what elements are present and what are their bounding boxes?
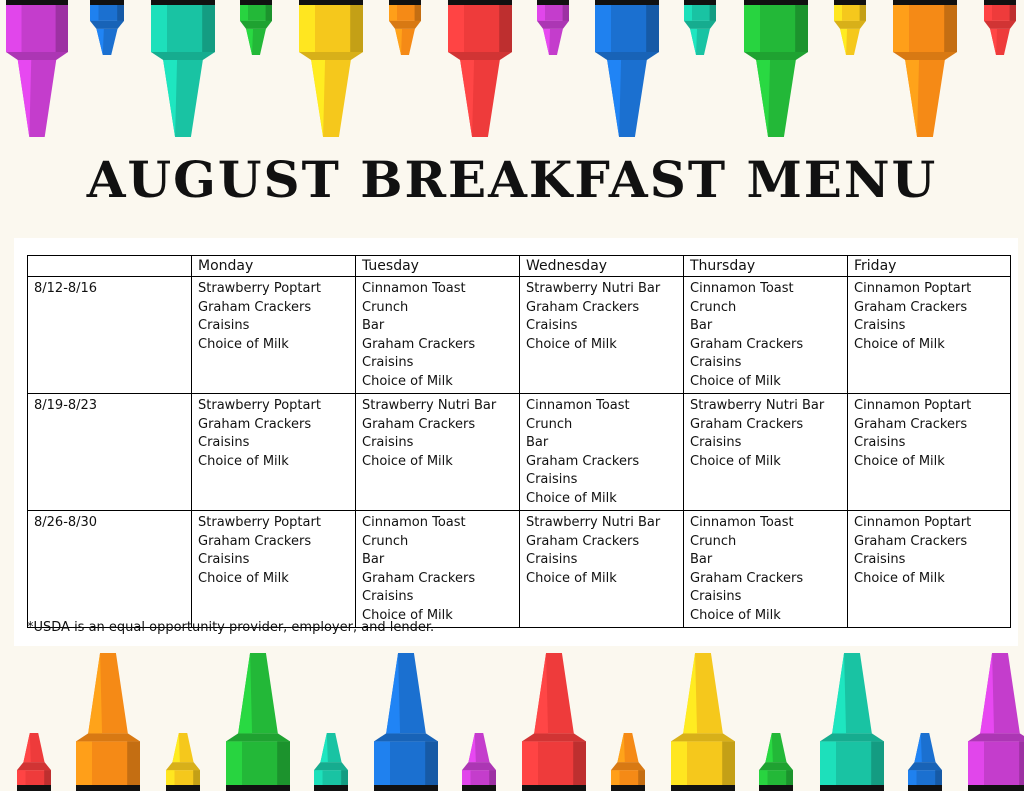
crayon-icon (374, 653, 438, 791)
crayon-icon (820, 653, 884, 791)
crayon-icon (299, 0, 363, 137)
menu-item: Strawberry Poptart (198, 398, 321, 413)
usda-footnote: *USDA is an equal opportunity provider, employer, and lender. (27, 620, 435, 635)
crayon-icon (90, 0, 124, 55)
menu-item: Cinnamon Poptart (854, 398, 972, 413)
menu-item: Graham Crackers (526, 533, 640, 549)
crayon-icon (17, 733, 51, 791)
menu-item: Craisins (690, 435, 742, 450)
menu-item: Graham Crackers (854, 299, 968, 315)
week-range-cell (28, 394, 192, 511)
menu-item: Graham Crackers (362, 336, 476, 352)
menu-item: Cinnamon Poptart (854, 515, 972, 530)
menu-item: Craisins (690, 355, 742, 370)
menu-item: Strawberry Nutri Bar (526, 281, 661, 296)
crayon-icon (314, 733, 348, 791)
header-day: Wednesday (520, 256, 684, 277)
menu-item: Craisins (362, 355, 414, 370)
header-week-cell (28, 256, 192, 277)
menu-item: Graham Crackers (526, 299, 640, 315)
menu-item: Choice of Milk (526, 570, 617, 586)
menu-cell (684, 394, 848, 511)
menu-item: Choice of Milk (362, 607, 453, 623)
crayon-icon (834, 0, 866, 55)
menu-item: Graham Crackers (198, 299, 312, 315)
menu-item: Bar (362, 318, 385, 333)
menu-item: Graham Crackers (526, 453, 640, 469)
crayon-icon (611, 733, 645, 791)
crayon-icon (759, 733, 793, 791)
crayon-icon (226, 653, 290, 791)
menu-item: Craisins (362, 589, 414, 604)
menu-item: Graham Crackers (854, 533, 968, 549)
menu-item: Craisins (362, 435, 414, 450)
menu-item: Choice of Milk (854, 336, 945, 352)
menu-item: Graham Crackers (362, 416, 476, 432)
menu-cell (192, 394, 356, 511)
menu-item: Choice of Milk (198, 570, 289, 586)
crayon-icon (522, 653, 586, 791)
crayon-icon (389, 0, 421, 55)
menu-item: Graham Crackers (690, 416, 804, 432)
crayon-icon (6, 0, 68, 137)
crayon-icon (462, 733, 496, 791)
menu-cell (520, 511, 684, 628)
menu-cell (848, 394, 1011, 511)
menu-item: Cinnamon Toast Crunch (690, 281, 794, 315)
crayon-border-top (0, 0, 1024, 145)
menu-item: Choice of Milk (362, 453, 453, 469)
menu-item: Cinnamon Toast Crunch (362, 281, 466, 315)
crayon-icon (537, 0, 569, 55)
menu-item: Choice of Milk (690, 453, 781, 469)
menu-item: Choice of Milk (854, 570, 945, 586)
week-range-cell (28, 511, 192, 628)
menu-item: Strawberry Poptart (198, 281, 321, 296)
crayon-icon (448, 0, 512, 137)
menu-item: Bar (690, 318, 713, 333)
menu-item: Graham Crackers (854, 416, 968, 432)
menu-item: Craisins (526, 318, 578, 333)
crayon-icon (684, 0, 716, 55)
menu-item: Strawberry Poptart (198, 515, 321, 530)
menu-item: Graham Crackers (198, 533, 312, 549)
header-day: Tuesday (356, 256, 520, 277)
menu-item: Graham Crackers (690, 336, 804, 352)
menu-item: Craisins (198, 318, 250, 333)
breakfast-menu-table (27, 255, 1011, 628)
table-row (28, 394, 1011, 511)
menu-item: Bar (690, 552, 713, 567)
menu-cell (356, 277, 520, 394)
menu-item: Craisins (198, 435, 250, 450)
menu-cell (520, 277, 684, 394)
table-row (28, 277, 1011, 394)
menu-item: Cinnamon Poptart (854, 281, 972, 296)
crayon-icon (240, 0, 272, 55)
menu-cell (848, 277, 1011, 394)
menu-item: Choice of Milk (526, 490, 617, 506)
menu-item: Graham Crackers (690, 570, 804, 586)
menu-cell (192, 277, 356, 394)
table-header-row (28, 256, 1011, 277)
menu-item: Strawberry Nutri Bar (690, 398, 825, 413)
menu-item: Cinnamon Toast Crunch (526, 398, 630, 432)
page-title: AUGUST BREAKFAST MENU (86, 150, 938, 209)
crayon-icon (984, 0, 1016, 55)
menu-item: Choice of Milk (198, 453, 289, 469)
menu-cell (356, 511, 520, 628)
week-range: 8/26-8/30 (34, 515, 98, 530)
menu-item: Bar (362, 552, 385, 567)
header-day: Friday (848, 256, 1011, 277)
menu-item: Graham Crackers (362, 570, 476, 586)
header-day: Thursday (684, 256, 848, 277)
crayon-icon (671, 653, 735, 791)
menu-item: Craisins (854, 435, 906, 450)
menu-item: Choice of Milk (690, 373, 781, 389)
menu-item: Choice of Milk (690, 607, 781, 623)
crayon-icon (166, 733, 200, 791)
menu-cell (192, 511, 356, 628)
week-range-cell (28, 277, 192, 394)
menu-item: Craisins (854, 552, 906, 567)
menu-cell (356, 394, 520, 511)
table-row (28, 511, 1011, 628)
menu-item: Choice of Milk (198, 336, 289, 352)
week-range: 8/12-8/16 (34, 281, 98, 296)
crayon-border-bottom (0, 641, 1024, 791)
menu-item: Graham Crackers (198, 416, 312, 432)
menu-item: Cinnamon Toast Crunch (362, 515, 466, 549)
menu-cell (684, 511, 848, 628)
menu-item: Cinnamon Toast Crunch (690, 515, 794, 549)
crayon-icon (151, 0, 215, 137)
menu-item: Craisins (526, 552, 578, 567)
week-range: 8/19-8/23 (34, 398, 98, 413)
menu-item: Craisins (854, 318, 906, 333)
menu-item: Craisins (198, 552, 250, 567)
menu-item: Choice of Milk (526, 336, 617, 352)
crayon-icon (908, 733, 942, 791)
menu-cell (520, 394, 684, 511)
menu-item: Bar (526, 435, 549, 450)
menu-item: Strawberry Nutri Bar (362, 398, 497, 413)
crayon-icon (744, 0, 808, 137)
menu-item: Craisins (526, 472, 578, 487)
menu-cell (684, 277, 848, 394)
crayon-icon (76, 653, 140, 791)
menu-item: Choice of Milk (854, 453, 945, 469)
crayon-icon (893, 0, 957, 137)
crayon-icon (968, 653, 1024, 791)
menu-cell (848, 511, 1011, 628)
menu-item: Strawberry Nutri Bar (526, 515, 661, 530)
crayon-icon (595, 0, 659, 137)
menu-item: Craisins (690, 589, 742, 604)
header-day: Monday (192, 256, 356, 277)
menu-item: Choice of Milk (362, 373, 453, 389)
